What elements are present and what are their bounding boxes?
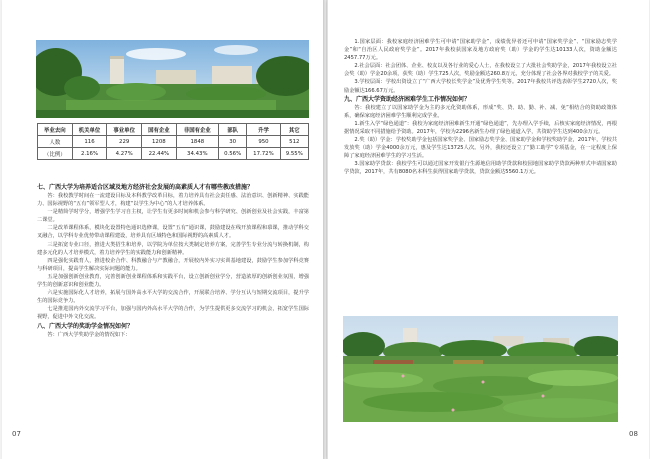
table-header-row: [38, 124, 309, 136]
table-header-cell: 机关单位: [72, 124, 107, 136]
table-header-cell: 国有企业: [142, 124, 177, 136]
paragraph: 一是精简学时学分，增强学生学习自主权，让学生有更多时间和机会参与科学研究、创新创业及社会实践，丰富第二课堂。: [37, 209, 309, 224]
graduate-destination-table: [37, 123, 309, 160]
section-8-heading: 八、广西大学的奖助学金情况如何？: [37, 322, 134, 330]
paragraph: 答：我校教学时间在一流建设目标及本科教学改革目标，着力培养具有社会责任感、法治意识、创新精神、实践能力、国际视野的“五有”领军型人才，构建“以学生为中心”的人才培养体系。: [37, 193, 309, 208]
page-number: 07: [12, 430, 21, 438]
page-number: 08: [629, 430, 638, 438]
paragraph: 答：我校建立了以国家助学金为主的多元化资助体系，形成“奖、贷、助、勤、补、减、免”相结合的资助政策体系，确保家庭经济困难学生顺利完成学业。: [344, 104, 617, 119]
table-cell: 17.72%: [247, 148, 280, 160]
paragraph: 3.国家助学贷款：我校学生可以通过国家开发银行生源地信用助学贷款和校园地国家助学贷款两种形式申请国家助学贷款，2017年，共有8080名本科生获得国家助学贷款，贷款金额达5560.1万元。: [344, 161, 617, 176]
paragraph: 2.社会层面：社会团体、企业、校友以及各行业的爱心人士，在我校设立了大批社会奖助学金，2017年我校设立社会奖（助）学金20余项，获奖（助）学生725人次，奖励金额达260.8万元，充分体现了社会各界对我校学子的关爱。: [344, 63, 617, 78]
table-cell: 116: [72, 136, 107, 148]
right-page: [327, 0, 649, 459]
paragraph: 2.奖（助）学金：学校奖助学金包括国家奖学金、国家励志奖学金、国家助学金和学校奖助学金，2017年，学校共发放奖（助）学金4000余万元，惠及学生达13725人次。另外，我校还设立了“勤工助学”专项基金，在一定程度上保障了家庭经济困难学生的学习生活。: [344, 137, 617, 160]
paragraph: 1.新生入学“绿色通道”：我校为家庭经济困难新生开通“绿色通道”，先办理入学手续，后核实家庭经济情况，再根据情况采取不同措施给予资助。2017年，学校为2296名新生办理了绿色通道入学，共资助学生达到400余万元。: [344, 120, 617, 135]
table-cell: 512: [280, 136, 308, 148]
table-cell: 4.27%: [107, 148, 142, 160]
table-cell: 2.16%: [72, 148, 107, 160]
paragraph: 3.学校层面：学校出资设立了“广西大学校长奖学金”及优秀学生奖等。2017年我校共评选表彰学生2720人次，奖励金额达166.67万元。: [344, 79, 617, 94]
section-9-heading: 九、广西大学资助经济困难学生工作情况如何？: [344, 95, 471, 103]
table-cell: 0.56%: [218, 148, 246, 160]
paragraph: 六是实施国际化人才培养，拓展与国外高水平大学的交流合作，开展联合培养、学分互认与短期交流项目，提升学生的国际竞争力。: [37, 290, 309, 305]
table-header-cell: 非国有企业: [176, 124, 218, 136]
paragraph: 二是改革课程体系，模块化设置特色通识选修课，设置“五有”通识课，鼓励建设在线开放课程和慕课，推动学科交叉融合，以学科专业优势带动课程建设，培养具有区域特色和国际视野的高素质人才。: [37, 225, 309, 240]
table-cell: 30: [218, 136, 246, 148]
table-cell: 1848: [176, 136, 218, 148]
left-page: [2, 0, 324, 459]
table-cell: 34.43%: [176, 148, 218, 160]
table-cell: 人数: [38, 136, 73, 148]
table-header-cell: 其它: [280, 124, 308, 136]
table-cell: 9.55%: [280, 148, 308, 160]
paragraph: 五是加强创新创业教育，完善创新创业课程体系和实践平台，设立创新创业学分，营造浓厚的创新创业氛围，增强学生的创新意识和创业能力。: [37, 273, 309, 289]
table-header-cell: 事业单位: [107, 124, 142, 136]
table-header-cell: 毕业去向: [38, 124, 73, 136]
campus-building-photo: [36, 40, 309, 118]
table-header-cell: 升学: [247, 124, 280, 136]
table-header-cell: 部队: [218, 124, 246, 136]
table-cell: （比例）: [38, 148, 73, 160]
table-cell: 1208: [142, 136, 177, 148]
paragraph: 四是强化实践育人，推进校企合作、科教融合与产教融合，开展校内外实习实训基地建设，鼓励学生参加学科竞赛与科研项目，提高学生解决实际问题的能力。: [37, 257, 309, 272]
paragraph: 七是推进国内外交流学习平台，加强与国内外高水平大学的合作，为学生提供更多交流学习的机会，拓宽学生国际视野，促进中外文化交流。: [37, 306, 309, 321]
lotus-pond-photo: [343, 316, 618, 422]
paragraph: 1.国家层面：我校家庭经济困难学生可申请“国家助学金”，成绩优异者还可申请“国家奖学金”、“国家励志奖学金”和“自治区人民政府奖学金”。2017年我校获国家及地方政府奖（助）学金的学生达10133人次，资助金额达2457.77万元。: [344, 39, 617, 62]
table-row: [38, 148, 309, 160]
table-cell: 950: [247, 136, 280, 148]
table-row: [38, 136, 309, 148]
right-top-text: [344, 38, 617, 177]
table-cell: 22.44%: [142, 148, 177, 160]
paragraph: 三是拓宽专业口径，推进大类招生和培养，以学院为单位按大类制定培养方案，完善学生专业分流与转换机制，构建多元化的人才培养模式，着力培养学生的实践能力和创新精神。: [37, 241, 309, 256]
table-cell: 229: [107, 136, 142, 148]
paragraph: 答：广西大学奖助学金的情况如下：: [47, 331, 131, 338]
section-7-heading: 七、广西大学为培养适合区域及地方经济社会发展的高素质人才有哪些教改措施？: [37, 184, 254, 191]
left-body-text: [37, 183, 309, 339]
